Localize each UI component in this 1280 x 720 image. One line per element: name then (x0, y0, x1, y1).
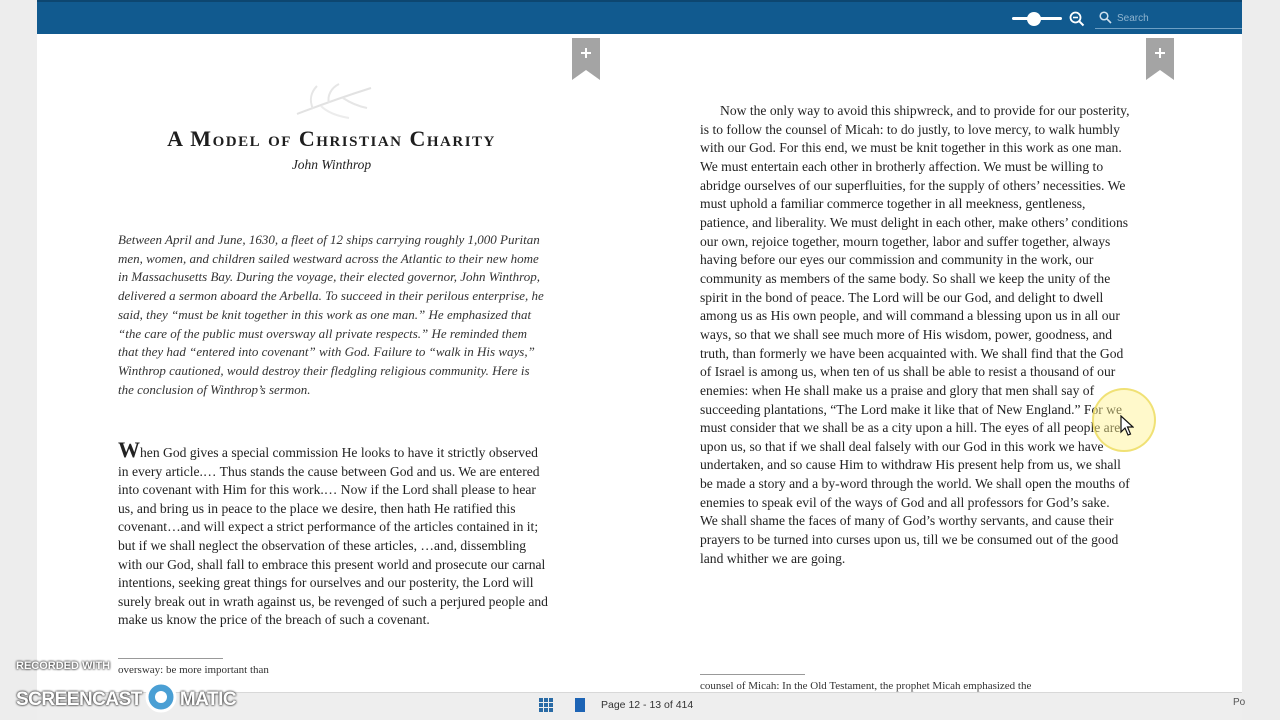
sermon-text: hen God gives a special commission He looks to have it strictly observed in every article.… Thus stands the cause between God and us. We are entered into covenant with Him for this work.… Now if the Lord shall please to hear us, and bring us in peace to the place we desire, then hath He ratified this covenant…and will expect a strict performance of the articles contained in it; but if we shall neglect the observation of these articles, …and, dissembling with our God, shall fall to embrace this present world and prosecute our carnal intentions, seeking great things for ourselves and our posterity, the Lord will surely break out in wrath against us, be revenged of such a perjured people and make us know the price of the breach of such a covenant. (118, 445, 548, 628)
grid-view-icon[interactable] (538, 697, 554, 713)
watermark-brand (16, 680, 236, 714)
screencast-watermark (16, 660, 246, 710)
footnote-divider (700, 674, 805, 675)
mouse-pointer-icon (1120, 415, 1134, 437)
top-toolbar (37, 0, 1242, 34)
watermark-brand-right: MATIC (179, 689, 237, 710)
drop-cap: W (118, 437, 140, 462)
page-title: A Model of Christian Charity (167, 126, 496, 151)
intro-paragraph: Between April and June, 1630, a fleet of 12 ships carrying roughly 1,000 Puritan men, women, and children sailed westward across the Atlantic to their new home in Massachusetts Bay. During the voyage, their elected governor, John Winthrop, delivered a sermon aboard the Arbella. To succeed in their perilous enterprise, he said, they “must be knit together in this work as one man.” He emphasized that “the care of the public must oversway all private respects.” He reminded them that they had “entered into covenant” with God. Failure to “walk in His ways,” Winthrop cautioned, would destroy their fledgling religious community. Here is the conclusion of Winthrop’s sermon. (118, 232, 544, 397)
search-input[interactable] (1115, 9, 1239, 27)
sermon-paragraph (118, 439, 548, 630)
search-icon (1099, 11, 1112, 24)
left-gutter (0, 0, 37, 720)
bookmark-add-icon[interactable] (572, 38, 600, 80)
watermark-brand-left: SCREENCAST (16, 689, 142, 710)
right-gutter (1242, 0, 1280, 720)
footnote-divider (118, 658, 223, 659)
right-edge-label: Po (1233, 697, 1246, 708)
zoom-slider-handle[interactable] (1027, 12, 1041, 26)
sermon-paragraph: Now the only way to avoid this shipwreck, and to provide for our posterity, is to follow the counsel of Micah: to do justly, to love mercy, to walk humbly with our God. For this end, we must be knit together in this work as one man. We must entertain each other in brotherly affection. We must be willing to abridge ourselves of our superfluities, for the supply of others’ necessities. We must uphold a familiar commerce together in all meekness, gentleness, patience, and liberality. We must delight in each other, make others’ conditions our own, rejoice together, mourn together, labor and suffer together, always having before our eyes our commission and community in the work, our community as members of the same body. So shall we keep the unity of the spirit in the bond of peace. The Lord will be our God, and delight to dwell among us as His own people, and will command a blessing upon us in all our ways, so that we shall see much more of His wisdom, power, goodness, and truth, than formerly we have been acquainted with. We shall find that the God of Israel is among us, when ten of us shall be able to resist a thousand of our enemies: when He shall make us a praise and glory that men shall say of succeeding plantations, “The Lord make it like that of New England.” For we must consider that we shall be as a city upon a hill. The eyes of all people are upon us, so that if we shall deal falsely with our God in this work we have undertaken, and so cause Him to withdraw His present help from us, we shall be made a story and a by-word through the world. We shall open the mouths of enemies to speak evil of the ways of God and all professors for God’s sake. We shall shame the faces of many of God’s worthy servants, and cause their prayers to be turned into curses upon us, till we be consumed out of the good land whither we are going. (700, 103, 1130, 566)
bookmark-add-icon[interactable] (1146, 38, 1174, 80)
branch-ornament-icon (293, 78, 375, 124)
page-indicator: Page 12 - 13 of 414 (601, 699, 694, 711)
footnote: oversway: be more important than (118, 664, 269, 676)
search-box[interactable] (1095, 8, 1242, 29)
author-name: John Winthrop (291, 157, 372, 172)
footnote: counsel of Micah: In the Old Testament, the prophet Micah emphasized the (700, 680, 1032, 692)
watermark-recorded-with: RECORDED WITH (16, 660, 111, 672)
zoom-out-icon[interactable] (1069, 11, 1085, 27)
screencast-logo-icon (144, 680, 178, 714)
single-page-view-icon[interactable] (574, 697, 586, 713)
